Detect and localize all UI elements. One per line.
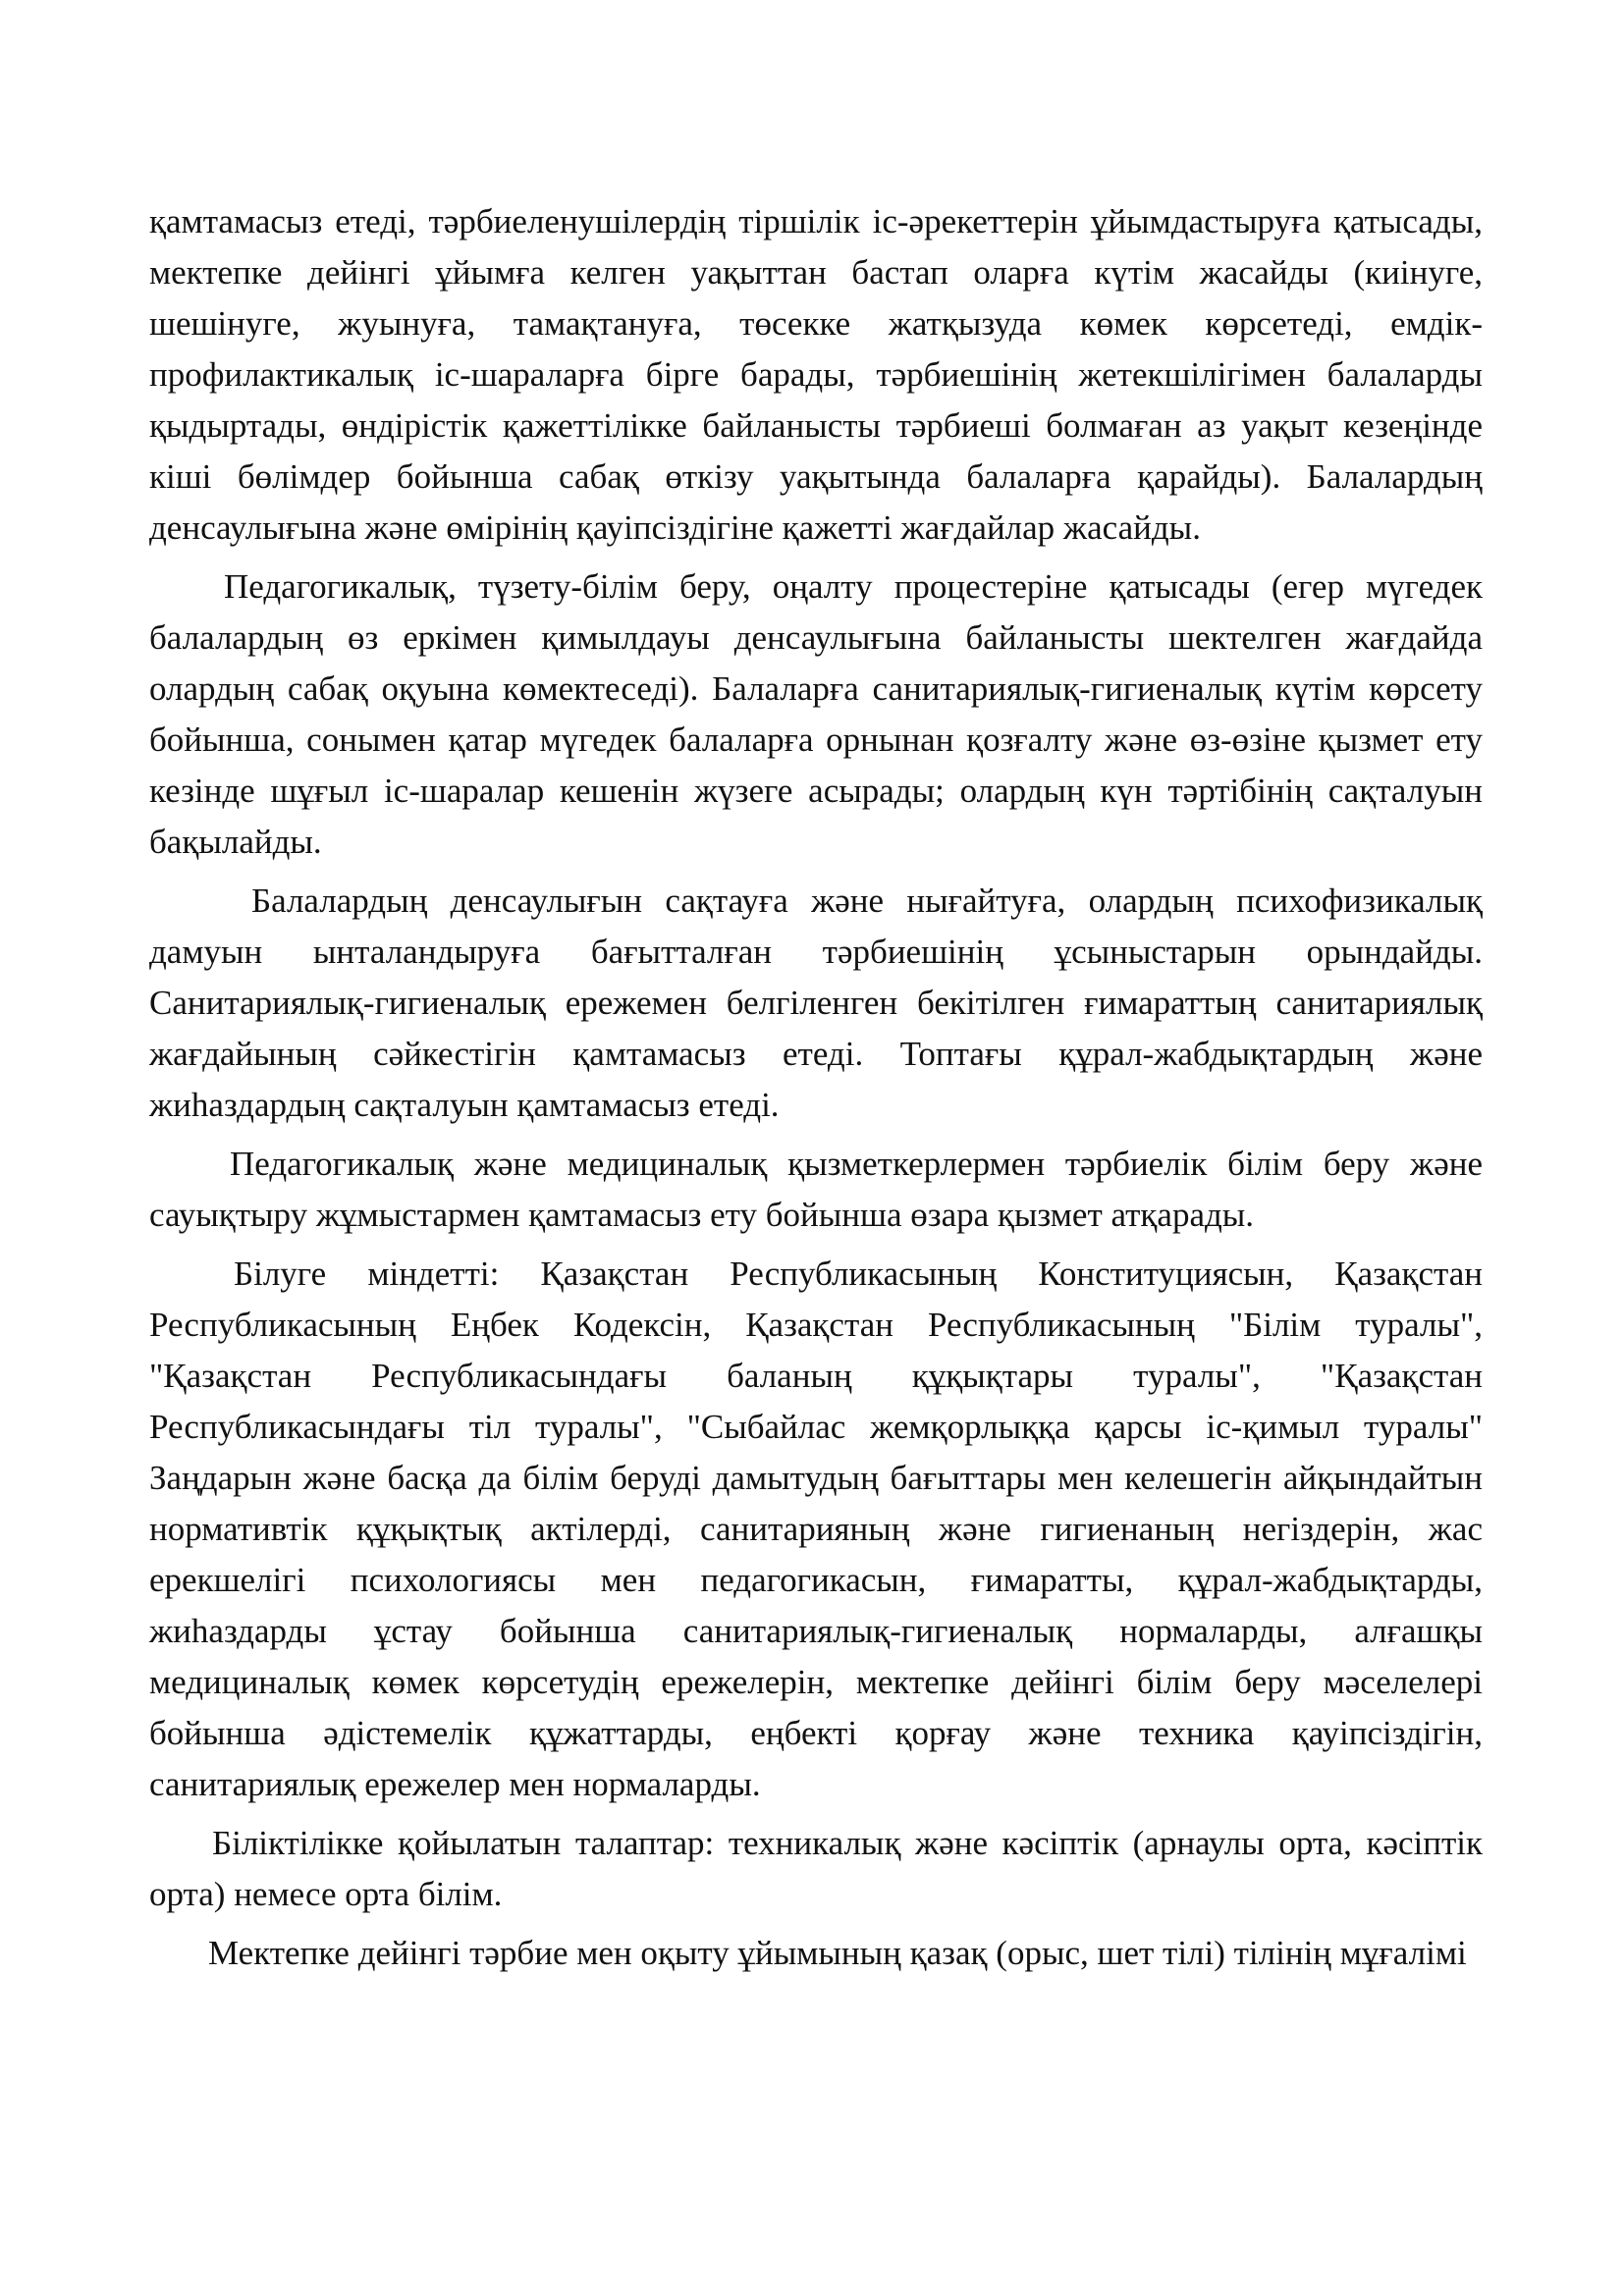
paragraph-duties-continued: қамтамасыз етеді, тәрбиеленушілердің тіршілік іс-әрекеттерін ұйымдастыруға қатысады, мектепке дейінгі ұйымға келген уақыттан бастап оларға күтім жасайды (киінуге, шешінуге, жуынуға, тамақтануға, төсекке жатқызуда көмек көрсетеді, емдік-профилактикалық іс-шараларға бірге барады, тәрбиешінің жетекшілігімен балаларды қыдыртады, өндірістік қажеттілікке байланысты тәрбиеші болмаған аз уақыт кезеңінде кіші бөлімдер бойынша сабақ өткізу уақытында балаларға қарайды). Балалардың денсаулығына және өмірінің қауіпсіздігіне қажетті жағдайлар жасайды. xyxy=(149,202,1483,547)
paragraph-pedagogical-processes: Педагогикалық, түзету-білім беру, оңалту процестеріне қатысады (егер мүгедек балалардың өз еркімен қимылдауы денсаулығына байланысты шектелген жағдайда олардың сабақ оқуына көмектеседі). Балаларға санитариялық-гигиеналық күтім көрсету бойынша, сонымен қатар мүгедек балаларға орнынан қозғалту және өз-өзіне қызмет ету кезінде шұғыл іс-шаралар кешенін жүзеге асырады; олардың күн тәртібінің сақталуын бақылайды. xyxy=(149,567,1483,861)
paragraph-next-position-title: Мектепке дейінгі тәрбие мен оқыту ұйымының қазақ (орыс, шет тілі) тілінің мұғалімі xyxy=(208,1934,1467,1972)
paragraph-must-know: Білуге міндетті: Қазақстан Республикасының Конституциясын, Қазақстан Республикасының Еңбек Кодексін, Қазақстан Республикасының "Білім туралы", "Қазақстан Республикасындағы баланың құқықтары туралы", "Қазақстан Республикасындағы тіл туралы", "Сыбайлас жемқорлыққа қарсы іс-қимыл туралы" Заңдарын және басқа да білім беруді дамытудың бағыттары мен келешегін айқындайтын нормативтік құқықтық актілерді, санитарияның және гигиенаның негіздерін, жас ерекшелігі психологиясы мен педагогикасын, ғимаратты, құрал-жабдықтарды, жиһаздарды ұстау бойынша санитариялық-гигиеналық нормаларды, алғашқы медициналық көмек көрсетудің ережелерін, мектепке дейінгі білім беру мәселелері бойынша әдістемелік құжаттарды, еңбекті қорғау және техника қауіпсіздігін, санитариялық ережелер мен нормаларды. xyxy=(149,1255,1483,1803)
paragraph-cooperation: Педагогикалық және медициналық қызметкерлермен тәрбиелік білім беру және сауықтыру жұмыстармен қамтамасыз ету бойынша өзара қызмет атқарады. xyxy=(149,1145,1483,1234)
document-page xyxy=(149,196,1483,1987)
paragraph-qualification-requirements: Біліктілікке қойылатын талаптар: техникалық және кәсіптік (арнаулы орта, кәсіптік орта) немесе орта білім. xyxy=(149,1824,1483,1913)
paragraph-health-recommendations: Балалардың денсаулығын сақтауға және нығайтуға, олардың психофизикалық дамуын ынталандыруға бағытталған тәрбиешінің ұсыныстарын орындайды. Санитариялық-гигиеналық ережемен белгіленген бекітілген ғимараттың санитариялық жағдайының сәйкестігін қамтамасыз етеді. Топтағы құрал-жабдықтардың және жиһаздардың сақталуын қамтамасыз етеді. xyxy=(149,881,1483,1124)
